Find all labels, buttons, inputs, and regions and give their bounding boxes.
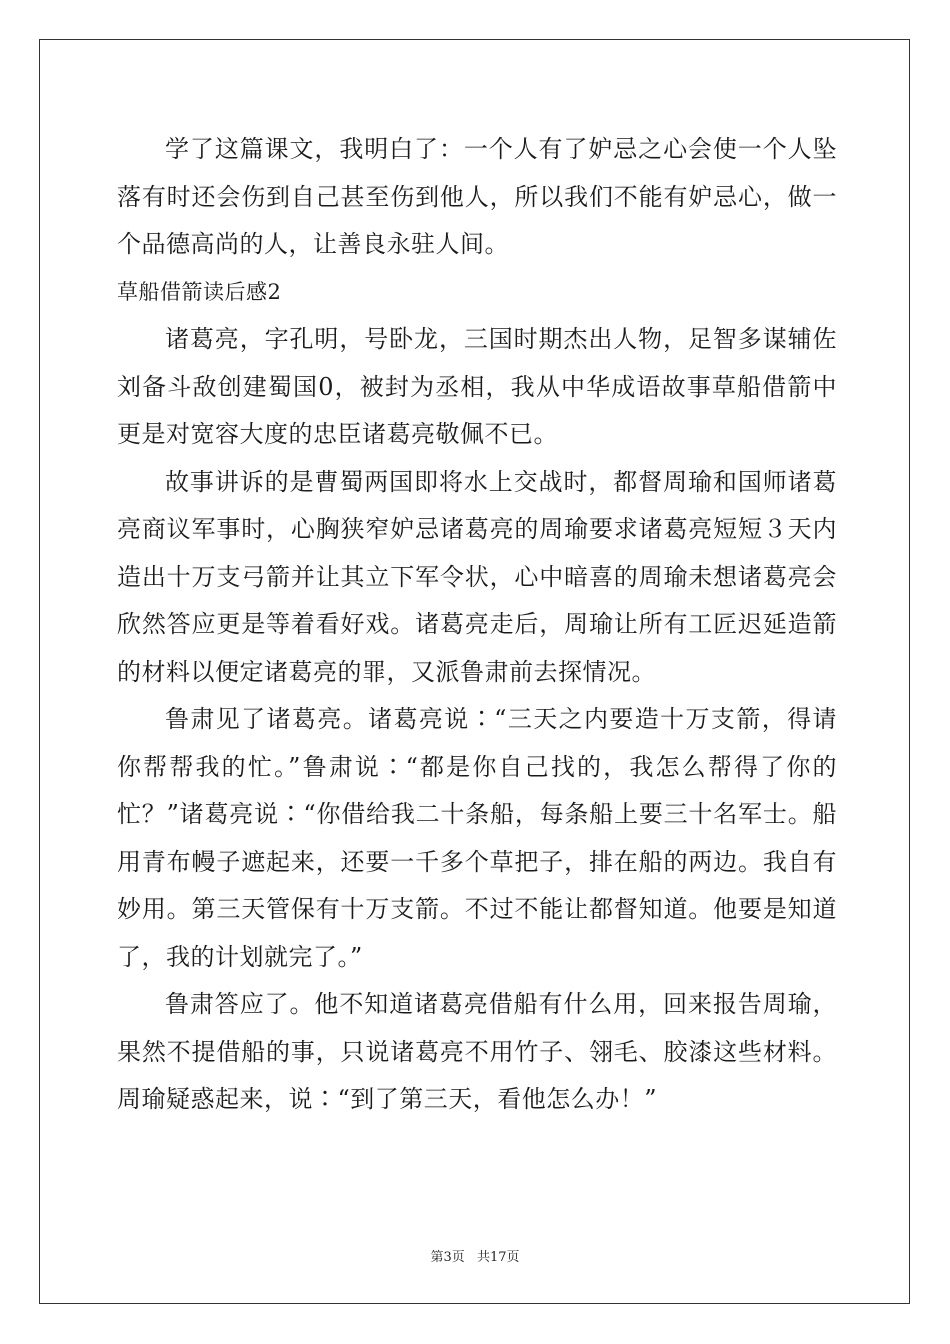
section-heading: 草船借箭读后感2 (117, 279, 282, 304)
page-footer (0, 1246, 950, 1265)
paragraph-dialogue: 鲁肃见了诸葛亮。诸葛亮说∶“三天之内要造十万支箭，得请你帮帮我的忙。”鲁肃说∶“都是你自己找的，我怎么帮得了你的忙？”诸葛亮说∶“你借给我二十条船，每条船上要三十名军士。船用青布幔子遮起来，还要一千多个草把子，排在船的两边。我自有妙用。第三天管保有十万支箭。不过不能让都督知道。他要是知道了，我的计划就完了。” (117, 705, 837, 971)
paragraph-conclusion: 学了这篇课文，我明白了：一个人有了妒忌之心会使一个人坠落有时还会伤到自己甚至伤到他人，所以我们不能有妒忌心，做一个品德高尚的人，让善良永驻人间。 (117, 135, 837, 258)
document-body (117, 126, 837, 1124)
page-total: 共17页 (476, 1250, 520, 1265)
paragraph-reply: 鲁肃答应了。他不知道诸葛亮借船有什么用，回来报告周瑜，果然不提借船的事，只说诸葛亮不用竹子、翎毛、胶漆这些材料。周瑜疑惑起来，说∶“到了第三天，看他怎么办！” (117, 990, 837, 1113)
paragraph-intro: 诸葛亮，字孔明，号卧龙，三国时期杰出人物，足智多谋辅佐刘备斗敌创建蜀国0，被封为丞相，我从中华成语故事草船借箭中更是对宽容大度的忠臣诸葛亮敬佩不已。 (117, 325, 837, 448)
page-number: 第3页 (430, 1250, 465, 1265)
paragraph-story: 故事讲诉的是曹蜀两国即将水上交战时，都督周瑜和国师诸葛亮商议军事时，心胸狭窄妒忌诸葛亮的周瑜要求诸葛亮短短３天内造出十万支弓箭并让其立下军令状，心中暗喜的周瑜未想诸葛亮会欣然答应更是等着看好戏。诸葛亮走后，周瑜让所有工匠迟延造箭的材料以便定诸葛亮的罪，又派鲁肃前去探情况。 (117, 467, 837, 686)
